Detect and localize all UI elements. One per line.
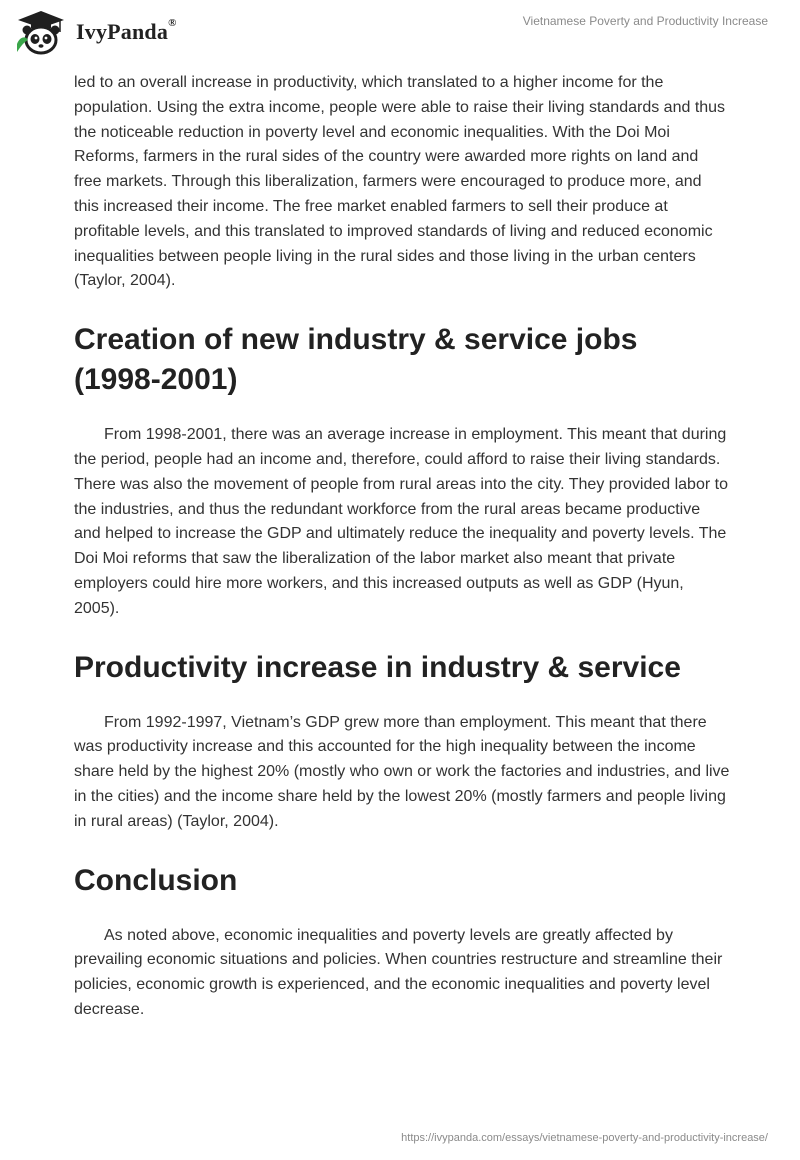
conclusion-paragraph: As noted above, economic inequalities and poverty levels are greatly affected by prevailing economic situations and policies. When countries restructure and streamline their policies, economic growth is experienced, and the economic inequalities and poverty level decrease. <box>74 926 723 1018</box>
panda-graduate-icon <box>14 8 66 56</box>
document-title: Vietnamese Poverty and Productivity Increase <box>522 14 768 28</box>
brand-name: IvyPanda® <box>76 17 177 44</box>
section-heading-jobs: Creation of new industry & service jobs (1998-2001) <box>74 323 638 397</box>
essay-body <box>74 71 730 1023</box>
page-header <box>0 0 800 62</box>
intro-paragraph: led to an overall increase in productivity, which translated to a higher income for the population. Using the extra income, people were able to raise their living standards and thus the noticeable reduction in poverty level and economic inequalities. With the Doi Moi Reforms, farmers in the rural sides of the country were awarded more rights on land and free markets. Through this liberalization, farmers were encouraged to produce more, and this increased their income. The free market enabled farmers to sell their produce at profitable levels, and this translated to improved standards of living and reduced economic inequalities between people living in the rural sides and those living in the urban centers (Taylor, 2004). <box>74 74 726 290</box>
brand-logo[interactable] <box>14 8 177 56</box>
jobs-paragraph: From 1998-2001, there was an average increase in employment. This meant that during the period, people had an income and, therefore, could afford to raise their living standards. There was also the movement of people from rural areas into the city. They provided labor to the industries, and thus the redundant workforce from the rural areas became productive and helped to increase the GDP and ultimately reduce the inequality and poverty levels. The Doi Moi reforms that saw the liberalization of the labor market also meant that private employers could hire more workers, and this increased outputs as well as GDP (Hyun, 2005). <box>74 426 728 617</box>
section-heading-conclusion: Conclusion <box>74 863 238 897</box>
source-url-link[interactable]: https://ivypanda.com/essays/vietnamese-poverty-and-productivity-increase/ <box>401 1132 768 1144</box>
section-heading-productivity: Productivity increase in industry & service <box>74 650 681 684</box>
productivity-paragraph: From 1992-1997, Vietnam’s GDP grew more than employment. This meant that there was productivity increase and this accounted for the high inequality between the income share held by the highest 20% (mostly who own or work the factories and industries, and live in the cities) and the income share held by the lowest 20% (mostly farmers and people living in rural areas) (Taylor, 2004). <box>74 713 730 830</box>
